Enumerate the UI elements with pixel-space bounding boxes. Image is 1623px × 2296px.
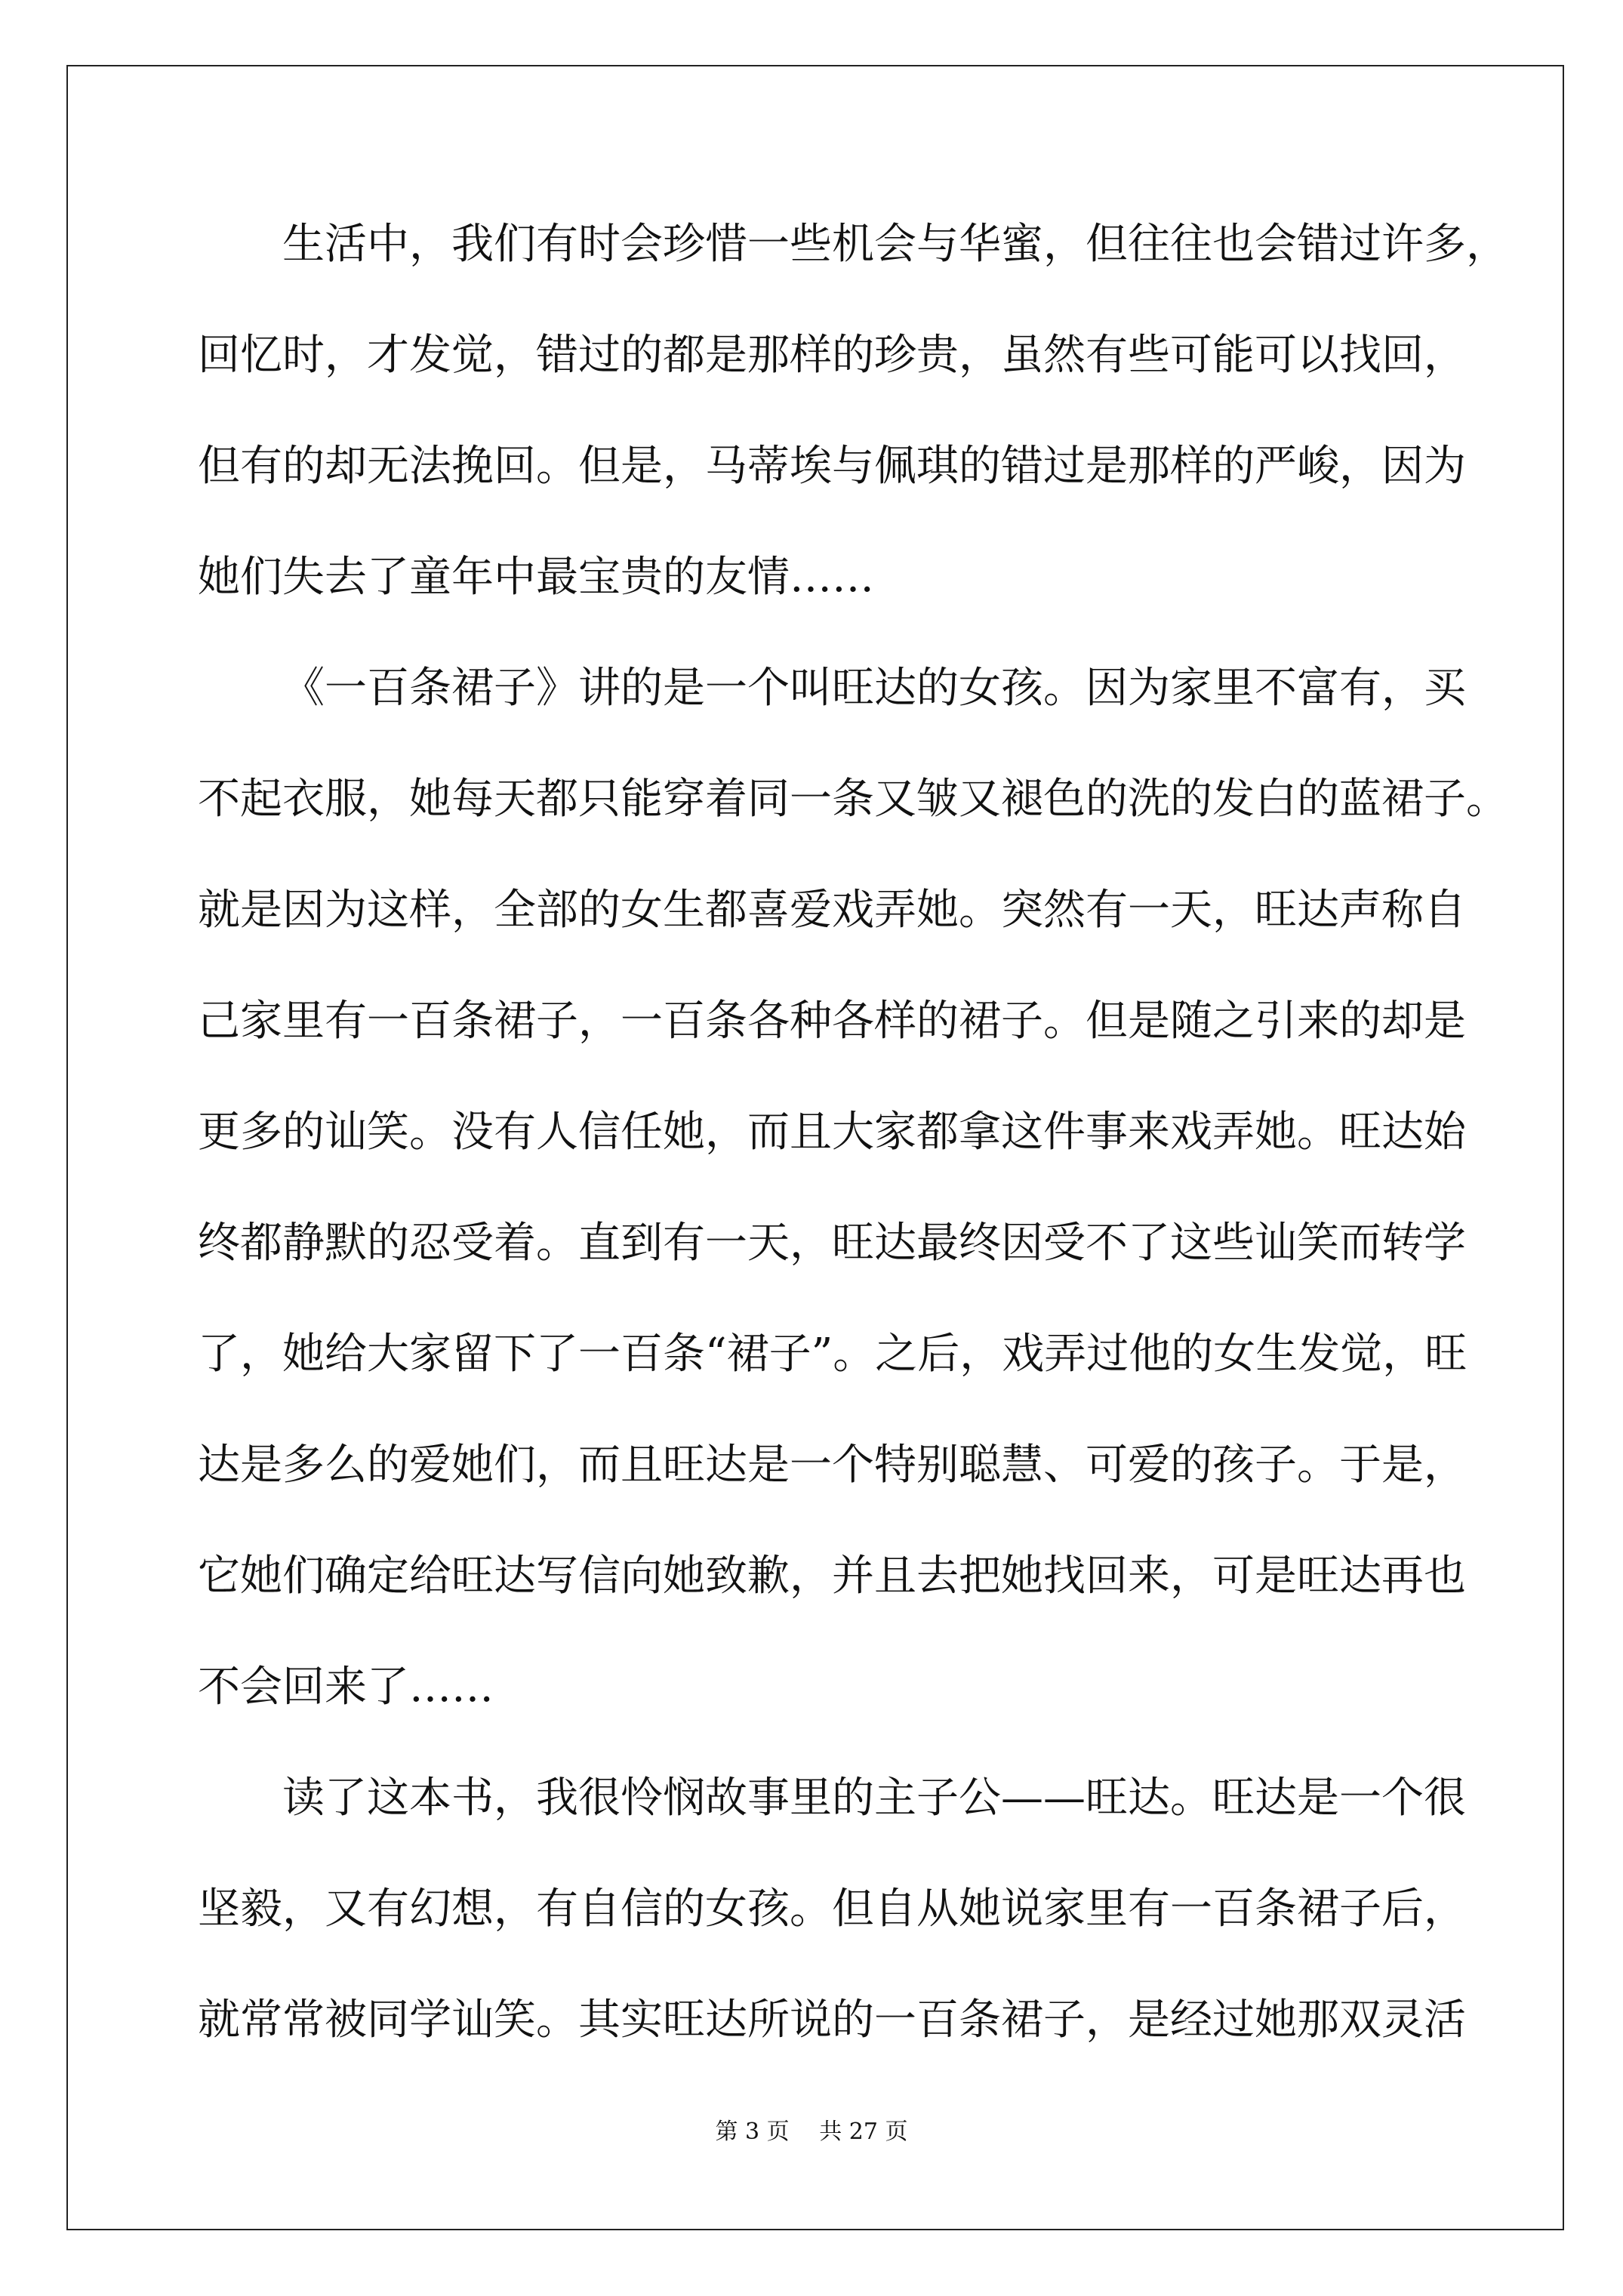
paragraph-1-line-2: 回忆时，才发觉，错过的都是那样的珍贵，虽然有些可能可以找回，: [198, 331, 1466, 380]
paragraph-2-line-4: 己家里有一百条裙子，一百条各种各样的裙子。但是随之引来的却是: [198, 997, 1466, 1046]
paragraph-1-line-4: 她们失去了童年中最宝贵的友情……: [198, 553, 874, 602]
document-body: [198, 189, 1508, 2076]
paragraph-1-line-1: 生活中，我们有时会珍惜一些机会与华蜜，但往往也会错过许多，: [282, 220, 1508, 269]
paragraph-2-line-3: 就是因为这样，全部的女生都喜爱戏弄她。突然有一天，旺达声称自: [198, 886, 1466, 935]
paragraph-2-line-1: 《一百条裙子》讲的是一个叫旺达的女孩。因为家里不富有，买: [282, 664, 1466, 713]
paragraph-2-line-8: 达是多么的爱她们，而且旺达是一个特别聪慧、可爱的孩子。于是，: [198, 1441, 1466, 1490]
paragraph-2-line-5: 更多的讪笑。没有人信任她，而且大家都拿这件事来戏弄她。旺达始: [198, 1108, 1466, 1157]
page-number-footer: 第 3 页 共 27 页: [715, 2119, 908, 2145]
paragraph-3-line-1: 读了这本书，我很怜悯故事里的主子公——旺达。旺达是一个很: [282, 1774, 1466, 1823]
paragraph-2-line-2: 不起衣服，她每天都只能穿着同一条又皱又褪色的洗的发白的蓝裙子。: [198, 775, 1508, 824]
paragraph-2-line-7: 了，她给大家留下了一百条“裙子”。之后，戏弄过他的女生发觉，旺: [198, 1330, 1467, 1379]
paragraph-3-line-3: 就常常被同学讪笑。其实旺达所说的一百条裙子，是经过她那双灵活: [198, 1996, 1466, 2045]
paragraph-2-line-9: 它她们确定给旺达写信向她致歉，并且去把她找回来，可是旺达再也: [198, 1552, 1466, 1601]
paragraph-3-line-2: 坚毅，又有幻想，有自信的女孩。但自从她说家里有一百条裙子后，: [198, 1885, 1466, 1934]
paragraph-1-line-3: 但有的却无法挽回。但是，马蒂埃与佩琪的错过是那样的严峻，因为: [198, 442, 1466, 491]
paragraph-2-line-10: 不会回来了……: [198, 1663, 494, 1712]
paragraph-2-line-6: 终都静默的忍受着。直到有一天，旺达最终因受不了这些讪笑而转学: [198, 1219, 1466, 1268]
